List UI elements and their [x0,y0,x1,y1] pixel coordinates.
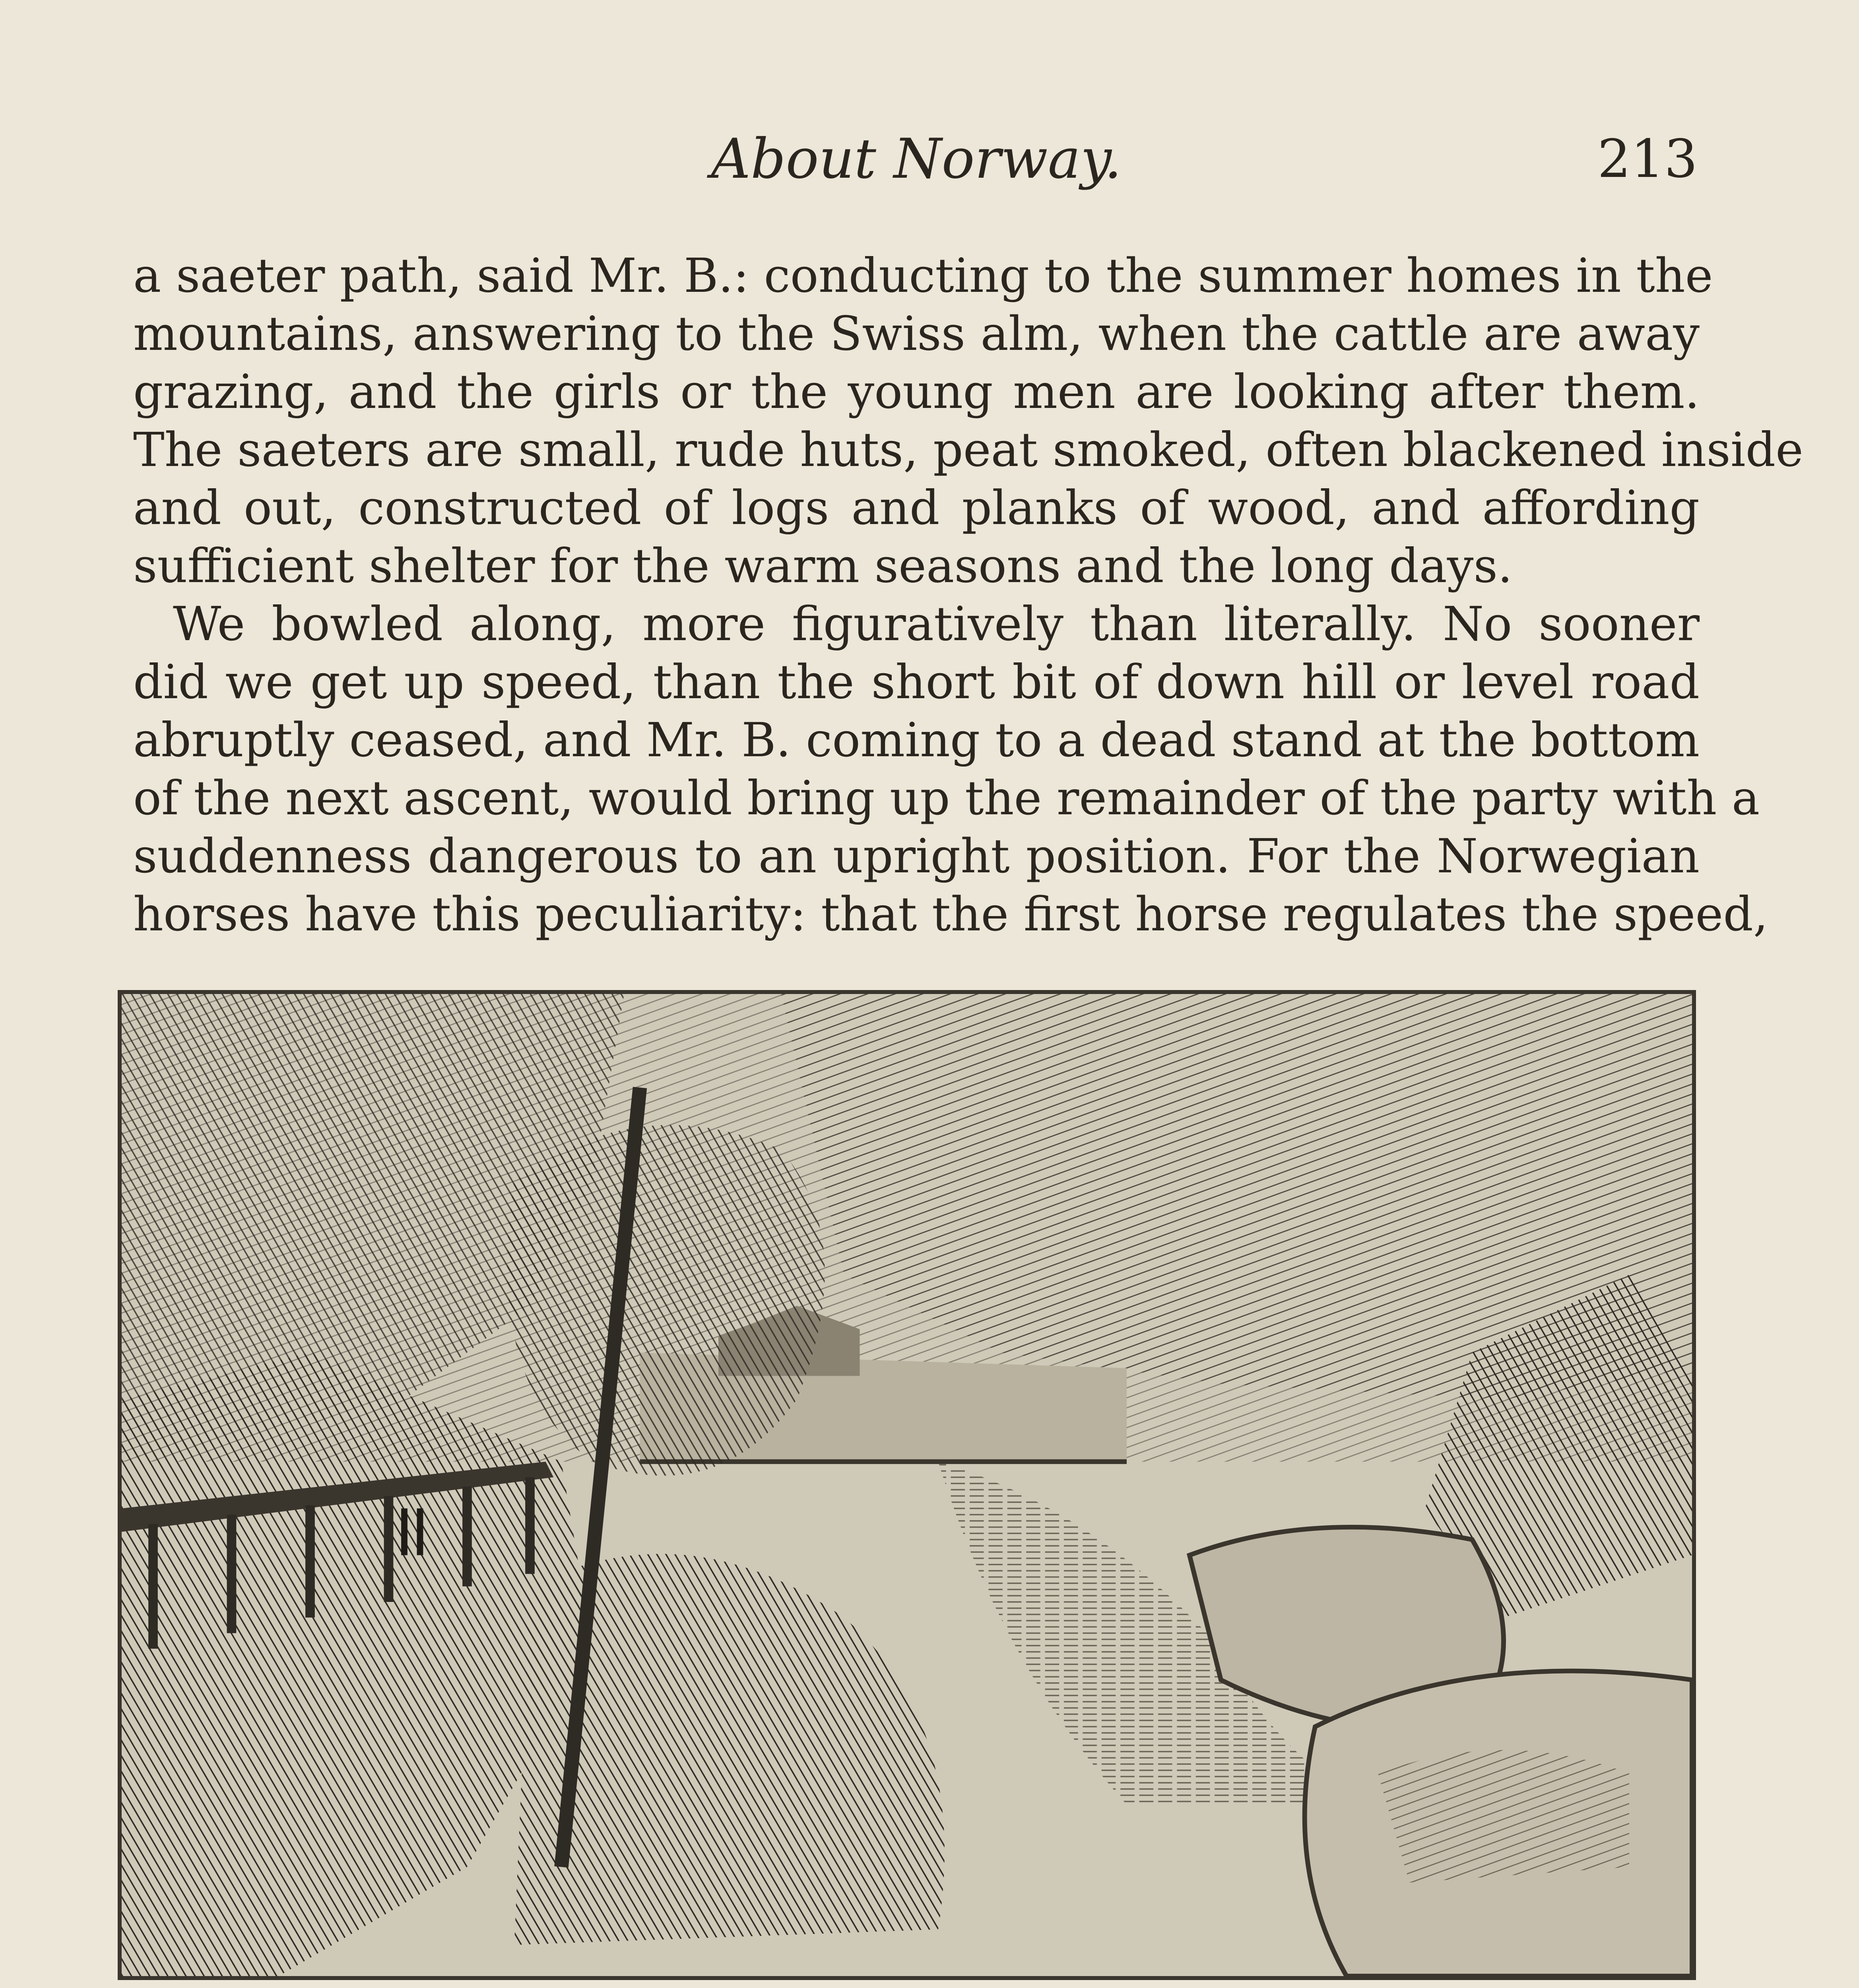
text-line: sufficient shelter for the warm seasons and the long days. [133,538,1513,593]
running-title: About Norway. [711,127,1122,191]
text-line: suddenness dangerous to an upright position. For the Norwegian [133,829,1700,883]
paragraph-bowled-along [133,595,1768,943]
text-line: abruptly ceased, and Mr. B. coming to a dead stand at the bottom [133,712,1700,767]
text-line: a saeter path, said Mr. B.: conducting to the summer homes in the [133,248,1713,303]
text-line: did we get up speed, than the short bit of down hill or level road [133,654,1700,709]
paragraph-saeter [133,247,1803,595]
text-line: mountains, answering to the Swiss alm, when the cattle are away [133,306,1700,361]
running-head [135,119,1698,199]
text-line: We bowled along, more figuratively than literally. No sooner [173,596,1700,651]
text-line: grazing, and the girls or the young men are looking after them. [133,364,1700,419]
page-number: 213 [1597,128,1698,190]
text-line: horses have this peculiarity: that the first horse regulates the speed, [133,887,1768,942]
text-line: The saeters are small, rude huts, peat smoked, often blackened inside [133,422,1803,477]
text-line: of the next ascent, would bring up the remainder of the party with a [133,771,1760,825]
engraving-the-baegna [118,990,1696,1980]
text-line: and out, constructed of logs and planks of wood, and affording [133,480,1700,535]
engraving-image [122,994,1692,1976]
